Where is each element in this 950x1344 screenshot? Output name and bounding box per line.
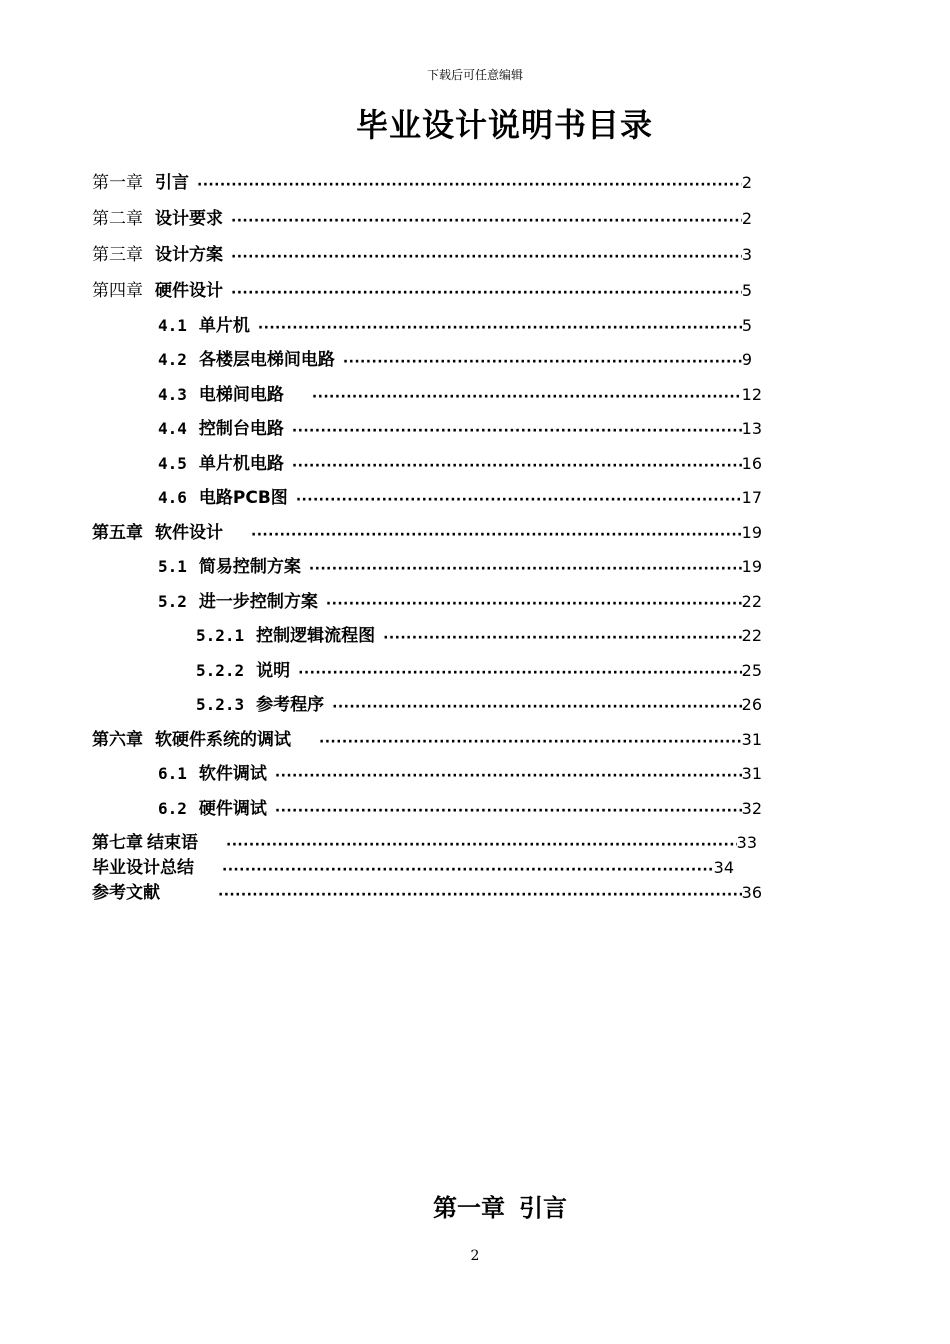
chapter-heading [0, 1188, 950, 1223]
toc-entry[interactable] [92, 522, 762, 544]
toc-entry-number: 第四章 [92, 281, 143, 301]
toc-entry[interactable] [92, 857, 734, 879]
toc-entry-number: 4.2 [158, 350, 187, 369]
toc-entry-number: 第二章 [92, 209, 143, 229]
toc-entry-number: 4.6 [158, 488, 187, 507]
toc-entry[interactable] [158, 453, 762, 475]
toc-entry-page: 25 [741, 661, 762, 680]
toc-entry[interactable] [92, 832, 757, 854]
toc-leader-dots [383, 625, 741, 647]
toc-entry-page: 26 [741, 695, 762, 714]
toc-entry-page: 3 [741, 245, 752, 264]
toc-leader-dots [275, 763, 742, 785]
toc-entry[interactable] [196, 694, 762, 716]
toc-entry-page: 5 [741, 281, 752, 300]
toc-entry-title: 软硬件系统的调试 [155, 730, 291, 750]
toc-entry-title: 简易控制方案 [198, 557, 301, 577]
toc-entry[interactable] [158, 384, 762, 406]
toc-entry-page: 34 [713, 858, 734, 877]
toc-entry-page: 22 [741, 626, 762, 645]
toc-entry-title: 单片机电路 [198, 454, 284, 474]
toc-entry-number: 第七章 [92, 833, 143, 853]
chapter-heading-number: 第一章 [433, 1194, 505, 1222]
toc-entry-title: 参考文献 [92, 883, 160, 903]
toc-leader-dots [231, 208, 742, 230]
toc-entry-page: 16 [741, 454, 762, 473]
toc-entry-number: 第六章 [92, 730, 143, 750]
toc-entry-title: 电路PCB图 [198, 488, 288, 508]
toc-entry-page: 36 [741, 883, 762, 902]
toc-entry[interactable] [158, 591, 762, 613]
toc-entry-number: 第一章 [92, 173, 143, 193]
toc-entry-page: 19 [741, 523, 762, 542]
toc-entry-page: 2 [741, 209, 752, 228]
toc-entry-number: 5.2.1 [196, 626, 245, 645]
toc-leader-dots [312, 384, 742, 406]
toc-entry[interactable] [158, 798, 762, 820]
toc-entry-number: 4.1 [158, 316, 187, 335]
toc-entry[interactable] [196, 625, 762, 647]
toc-leader-dots [309, 556, 742, 578]
toc-leader-dots [296, 487, 742, 509]
toc-entry[interactable] [158, 763, 762, 785]
toc-entry-page: 31 [741, 730, 762, 749]
toc-entry-page: 32 [741, 799, 762, 818]
toc-entry-number: 5.2 [158, 592, 187, 611]
toc-entry-number: 5.2.3 [196, 695, 245, 714]
toc-entry-number: 5.1 [158, 557, 187, 576]
toc-entry-page: 13 [741, 419, 762, 438]
toc-entry-title: 硬件设计 [155, 281, 223, 301]
toc-leader-dots [275, 798, 742, 820]
toc-entry-page: 12 [741, 385, 762, 404]
toc-entry-title: 硬件调试 [198, 799, 267, 819]
toc-entry-page: 19 [741, 557, 762, 576]
toc-entry-title: 控制台电路 [198, 419, 284, 439]
toc-entry[interactable] [92, 244, 752, 266]
toc-entry-number: 5.2.2 [196, 661, 245, 680]
toc-leader-dots [319, 729, 742, 751]
toc-entry-title: 毕业设计总结 [92, 858, 194, 878]
toc-entry-title: 软件调试 [198, 764, 267, 784]
toc-entry[interactable] [158, 418, 762, 440]
toc-entry[interactable] [92, 208, 752, 230]
toc-entry[interactable] [158, 315, 752, 337]
toc-entry-title: 软件设计 [155, 523, 223, 543]
toc-entry-page: 33 [736, 833, 757, 852]
chapter-heading-title: 引言 [519, 1194, 567, 1222]
toc-entry-title: 进一步控制方案 [198, 592, 318, 612]
toc-entry[interactable] [196, 660, 762, 682]
toc-entry-title: 说明 [256, 661, 291, 681]
toc-leader-dots [258, 315, 742, 337]
toc-entry[interactable] [92, 729, 762, 751]
toc-entry[interactable] [158, 349, 752, 371]
toc-entry-title: 单片机 [198, 316, 250, 336]
toc-entry[interactable] [158, 556, 762, 578]
header-note: 下载后可任意编辑 [426, 68, 523, 82]
toc-leader-dots [231, 280, 742, 302]
toc-entry-number: 第五章 [92, 523, 143, 543]
toc-leader-dots [292, 453, 742, 475]
toc-leader-dots [231, 244, 742, 266]
toc-entry[interactable] [92, 280, 752, 302]
toc-entry-number: 6.1 [158, 764, 187, 783]
toc-leader-dots [251, 522, 742, 544]
toc-entry-title: 参考程序 [256, 695, 325, 715]
toc-entry[interactable] [92, 882, 762, 904]
toc-leader-dots [222, 857, 714, 879]
toc-entry-title: 设计要求 [155, 209, 223, 229]
toc-leader-dots [332, 694, 741, 716]
toc-entry-title: 控制逻辑流程图 [256, 626, 376, 646]
toc-entry[interactable] [92, 172, 752, 194]
toc-entry-page: 2 [741, 173, 752, 192]
toc-entry-title: 引言 [155, 173, 189, 193]
toc-leader-dots [226, 832, 737, 854]
toc-entry-page: 5 [741, 316, 752, 335]
toc-entry-page: 9 [741, 350, 752, 369]
toc-entry-number: 4.4 [158, 419, 187, 438]
document-title: 毕业设计说明书目录 [356, 106, 654, 144]
toc-entry-title: 各楼层电梯间电路 [198, 350, 335, 370]
toc-leader-dots [197, 172, 742, 194]
toc-leader-dots [326, 591, 742, 613]
toc-entry-page: 31 [741, 764, 762, 783]
toc-leader-dots [298, 660, 741, 682]
toc-entry[interactable] [158, 487, 762, 509]
toc-entry-page: 17 [741, 488, 762, 507]
toc-leader-dots [343, 349, 742, 371]
toc-leader-dots [218, 882, 742, 904]
toc-entry-number: 第三章 [92, 245, 143, 265]
toc-entry-title: 结束语 [147, 833, 198, 853]
toc-entry-number: 4.5 [158, 454, 187, 473]
toc-entry-number: 6.2 [158, 799, 187, 818]
toc-entry-title: 电梯间电路 [198, 385, 284, 405]
toc-entry-page: 22 [741, 592, 762, 611]
page-number: 2 [470, 1248, 480, 1264]
toc-leader-dots [292, 418, 742, 440]
toc-entry-title: 设计方案 [155, 245, 223, 265]
toc-entry-number: 4.3 [158, 385, 187, 404]
